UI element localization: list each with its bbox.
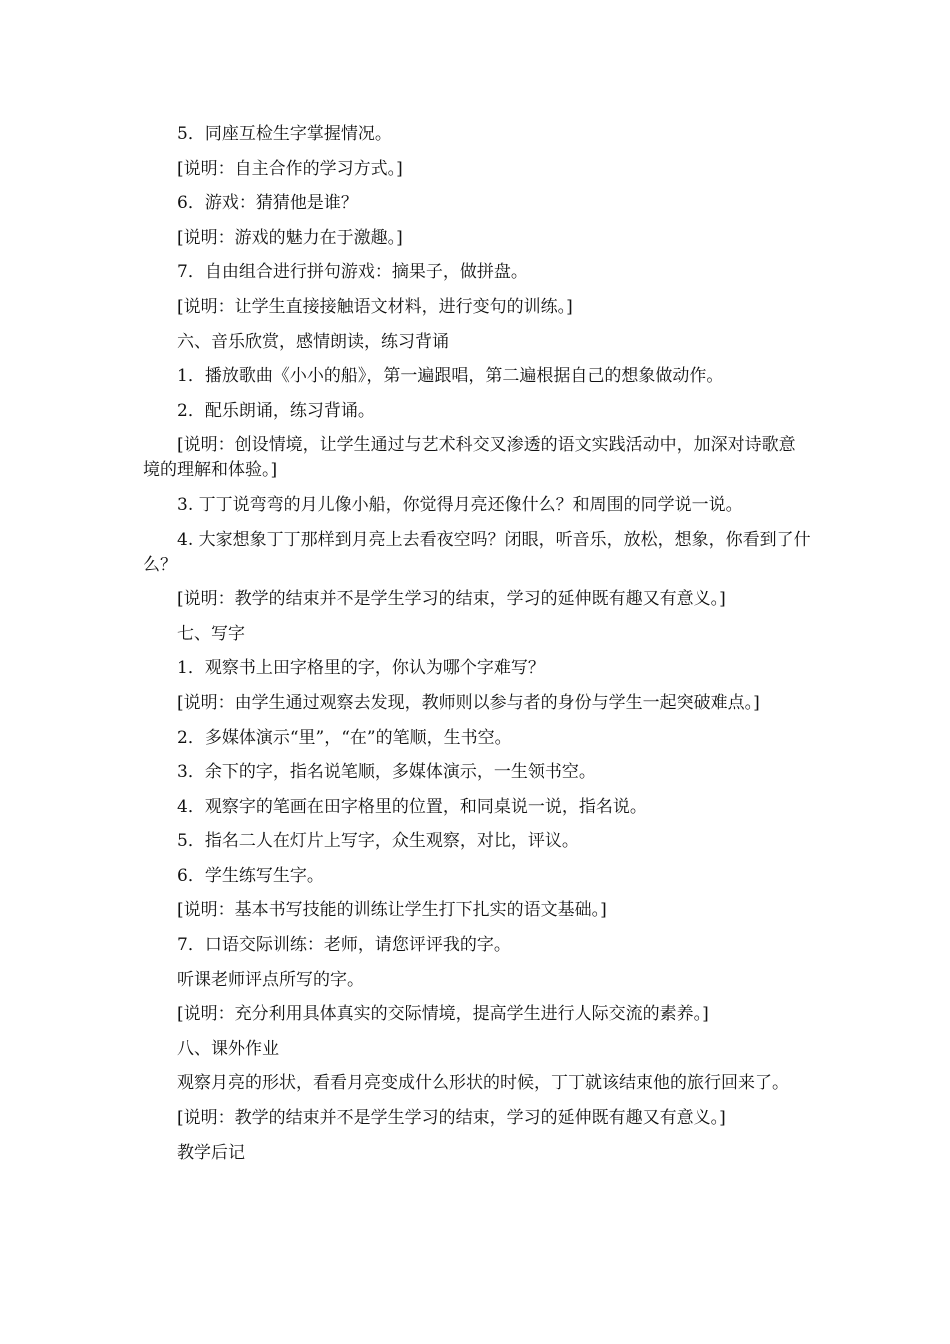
paragraph: 4. 大家想象丁丁那样到月亮上去看夜空吗？闭眼，听音乐，放松，想象，你看到了什么？: [143, 529, 811, 575]
section-heading: 六、音乐欣赏，感情朗读，练习背诵: [177, 331, 449, 352]
paragraph: [说明：让学生直接接触语文材料，进行变句的训练。]: [177, 296, 573, 317]
paragraph: 观察月亮的形状，看看月亮变成什么形状的时候，丁丁就该结束他的旅行回来了。: [177, 1073, 789, 1094]
paragraph: [说明：游戏的魅力在于激趣。]: [177, 227, 403, 248]
paragraph: [说明：教学的结束并不是学生学习的结束，学习的延伸既有趣又有意义。]: [177, 589, 726, 610]
paragraph: 2．配乐朗诵，练习背诵。: [177, 400, 375, 421]
section-heading: 八、课外作业: [177, 1038, 279, 1059]
paragraph: 2．多媒体演示“里”，“在”的笔顺，生书空。: [177, 727, 512, 748]
paragraph: [说明：创设情境，让学生通过与艺术科交叉渗透的语文实践活动中，加深对诗歌意境的理解和体验。]: [143, 435, 796, 481]
document-body: [143, 122, 811, 1175]
paragraph: 7．口语交际训练：老师，请您评评我的字。: [177, 935, 511, 956]
paragraph: 4．观察字的笔画在田字格里的位置，和同桌说一说，指名说。: [177, 796, 647, 817]
paragraph: 7．自由组合进行拼句游戏：摘果子，做拼盘。: [177, 262, 528, 283]
paragraph: [说明：由学生通过观察去发现，教师则以参与者的身份与学生一起突破难点。]: [177, 692, 760, 713]
paragraph: 1．观察书上田字格里的字，你认为哪个字难写？: [177, 658, 545, 679]
paragraph: 听课老师评点所写的字。: [177, 969, 364, 990]
paragraph: 6．学生练写生字。: [177, 865, 324, 886]
section-heading: 七、写字: [177, 623, 245, 644]
paragraph: 1．播放歌曲《小小的船》，第一遍跟唱，第二遍根据自己的想象做动作。: [177, 366, 724, 387]
section-heading: 教学后记: [177, 1142, 245, 1163]
paragraph: [说明：充分利用具体真实的交际情境，提高学生进行人际交流的素养。]: [177, 1004, 709, 1025]
paragraph: 5．指名二人在灯片上写字，众生观察，对比，评议。: [177, 831, 579, 852]
paragraph: [说明：自主合作的学习方式。]: [177, 158, 403, 179]
paragraph: 3．余下的字，指名说笔顺，多媒体演示，一生领书空。: [177, 762, 596, 783]
paragraph: 3. 丁丁说弯弯的月儿像小船，你觉得月亮还像什么？和周围的同学说一说。: [177, 494, 743, 515]
paragraph: 5．同座互检生字掌握情况。: [177, 124, 392, 144]
paragraph: 6．游戏：猜猜他是谁？: [177, 193, 358, 214]
paragraph: [说明：教学的结束并不是学生学习的结束，学习的延伸既有趣又有意义。]: [177, 1108, 726, 1129]
paragraph: [说明：基本书写技能的训练让学生打下扎实的语文基础。]: [177, 900, 607, 921]
